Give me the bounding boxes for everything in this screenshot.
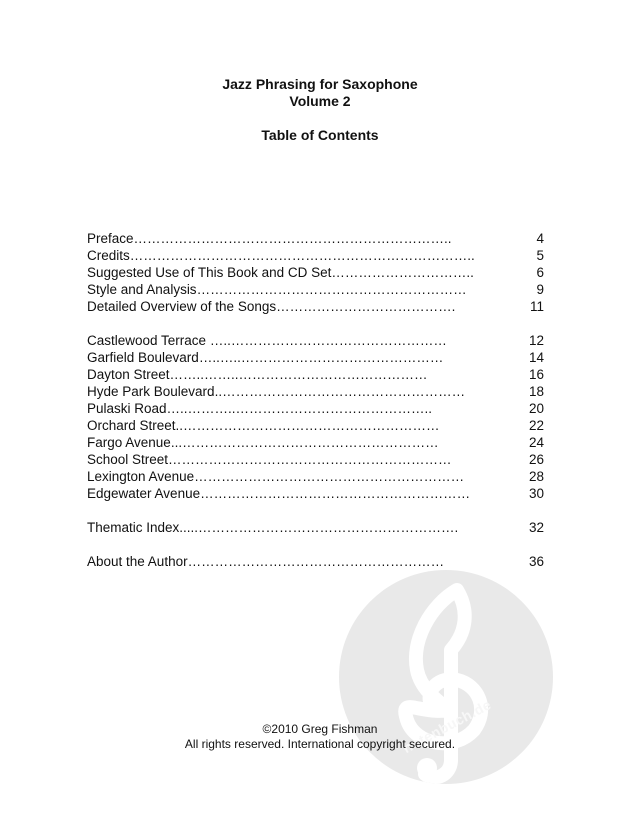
toc-entry-title: Suggested Use of This Book and CD Set…………………………..: [87, 265, 474, 280]
toc-entry: [87, 417, 544, 434]
toc-entry: [87, 247, 544, 264]
toc-leader-dots: …………………………………………………………………..: [129, 248, 475, 263]
toc-entry: [87, 332, 544, 349]
toc-entry: [87, 468, 544, 485]
toc-page-number: 16: [523, 366, 544, 383]
table-of-contents: [87, 230, 544, 570]
toc-entry-title: Castlewood Terrace …..…………………………………………: [87, 333, 447, 348]
toc-leader-dots: …………………………..: [331, 265, 474, 280]
toc-leader-dots: ……………………………………………………………..: [133, 231, 452, 246]
toc-page-number: 6: [530, 264, 544, 281]
toc-leader-dots: ...…………………………………………………: [170, 435, 439, 450]
copyright-line: ©2010 Greg Fishman: [262, 722, 378, 736]
toc-page-number: 9: [530, 281, 544, 298]
toc-entry: [87, 281, 544, 298]
toc-entry: [87, 349, 544, 366]
section-heading: Table of Contents: [261, 127, 379, 143]
toc-page-number: 12: [523, 332, 544, 349]
toc-entry-title: Fargo Avenue...…………………………………………………: [87, 435, 439, 450]
toc-entry: [87, 519, 544, 536]
toc-group-gap: [87, 315, 544, 332]
toc-leader-dots: ..…………………………………………………: [175, 418, 440, 433]
toc-page-number: 22: [523, 417, 544, 434]
toc-page-number: 4: [530, 230, 544, 247]
toc-leader-dots: ………………………………………………………: [168, 452, 452, 467]
rights-line: All rights reserved. International copyright secured.: [184, 737, 456, 751]
toc-entry-title: Edgewater Avenue……………………………………………………: [87, 486, 471, 501]
toc-leader-dots: ……………………………………………………: [200, 486, 471, 501]
toc-entry-title: Pulaski Road…..………..……………………………………..: [87, 401, 433, 416]
watermark-text: notenbuch.de: [400, 696, 494, 757]
toc-entry-title: Thematic Index.....………………………………………………….: [87, 520, 459, 535]
toc-page-number: 26: [523, 451, 544, 468]
toc-leader-dots: …………………………………………………: [187, 554, 445, 569]
toc-entry: [87, 230, 544, 247]
toc-entry: [87, 298, 544, 315]
toc-page-number: 5: [530, 247, 544, 264]
volume-label: Volume 2: [289, 93, 351, 109]
toc-entry: [87, 553, 544, 570]
toc-entry-title: About the Author…………………………………………………: [87, 554, 445, 569]
toc-leader-dots: …..…………………………………………: [209, 333, 447, 348]
toc-entry-title: Lexington Avenue……………………………………………………: [87, 469, 465, 484]
toc-entry: [87, 264, 544, 281]
toc-group-gap: [87, 536, 544, 553]
toc-page-number: 36: [523, 553, 544, 570]
toc-entry: [87, 366, 544, 383]
toc-leader-dots: ..………………………………………………: [214, 384, 466, 399]
toc-page-number: 28: [523, 468, 544, 485]
toc-page-number: 30: [523, 485, 544, 502]
book-title: Jazz Phrasing for Saxophone: [222, 76, 418, 92]
toc-entry: [87, 451, 544, 468]
toc-entry-title: Hyde Park Boulevard..………………………………………………: [87, 384, 466, 399]
toc-entry: [87, 383, 544, 400]
toc-entry-title: School Street………………………………………………………: [87, 452, 452, 467]
toc-entry: [87, 400, 544, 417]
toc-entry: [87, 485, 544, 502]
toc-entry-title: Preface……………………………………………………………..: [87, 231, 452, 246]
toc-leader-dots: ……..……..……………………………………: [169, 367, 428, 382]
toc-entry-title: Dayton Street……..……..……………………………………: [87, 367, 428, 382]
toc-group-gap: [87, 502, 544, 519]
toc-entry-title: Orchard Street..…………………………………………………: [87, 418, 440, 433]
toc-leader-dots: ……………………………………………………: [194, 469, 465, 484]
toc-entry-title: Style and Analysis……………………………………………………: [87, 282, 467, 297]
toc-entry: [87, 434, 544, 451]
toc-page-number: 20: [523, 400, 544, 417]
toc-page-number: 14: [523, 349, 544, 366]
toc-page-number: 24: [523, 434, 544, 451]
toc-entry-title: Credits…………………………………………………………………..: [87, 248, 475, 263]
toc-leader-dots: …..…..………………………………………: [198, 350, 444, 365]
toc-entry-title: Detailed Overview of the Songs………………………………….: [87, 299, 456, 314]
toc-page-number: 11: [524, 298, 544, 315]
toc-page-number: 18: [523, 383, 544, 400]
toc-page-number: 32: [523, 519, 544, 536]
toc-leader-dots: ……………………………………………………: [196, 282, 467, 297]
toc-entry-title: Garfield Boulevard…..…..………………………………………: [87, 350, 444, 365]
toc-leader-dots: .....………………………………………………….: [179, 520, 459, 535]
toc-leader-dots: …..………..……………………………………..: [166, 401, 433, 416]
toc-leader-dots: ………………………………….: [276, 299, 456, 314]
